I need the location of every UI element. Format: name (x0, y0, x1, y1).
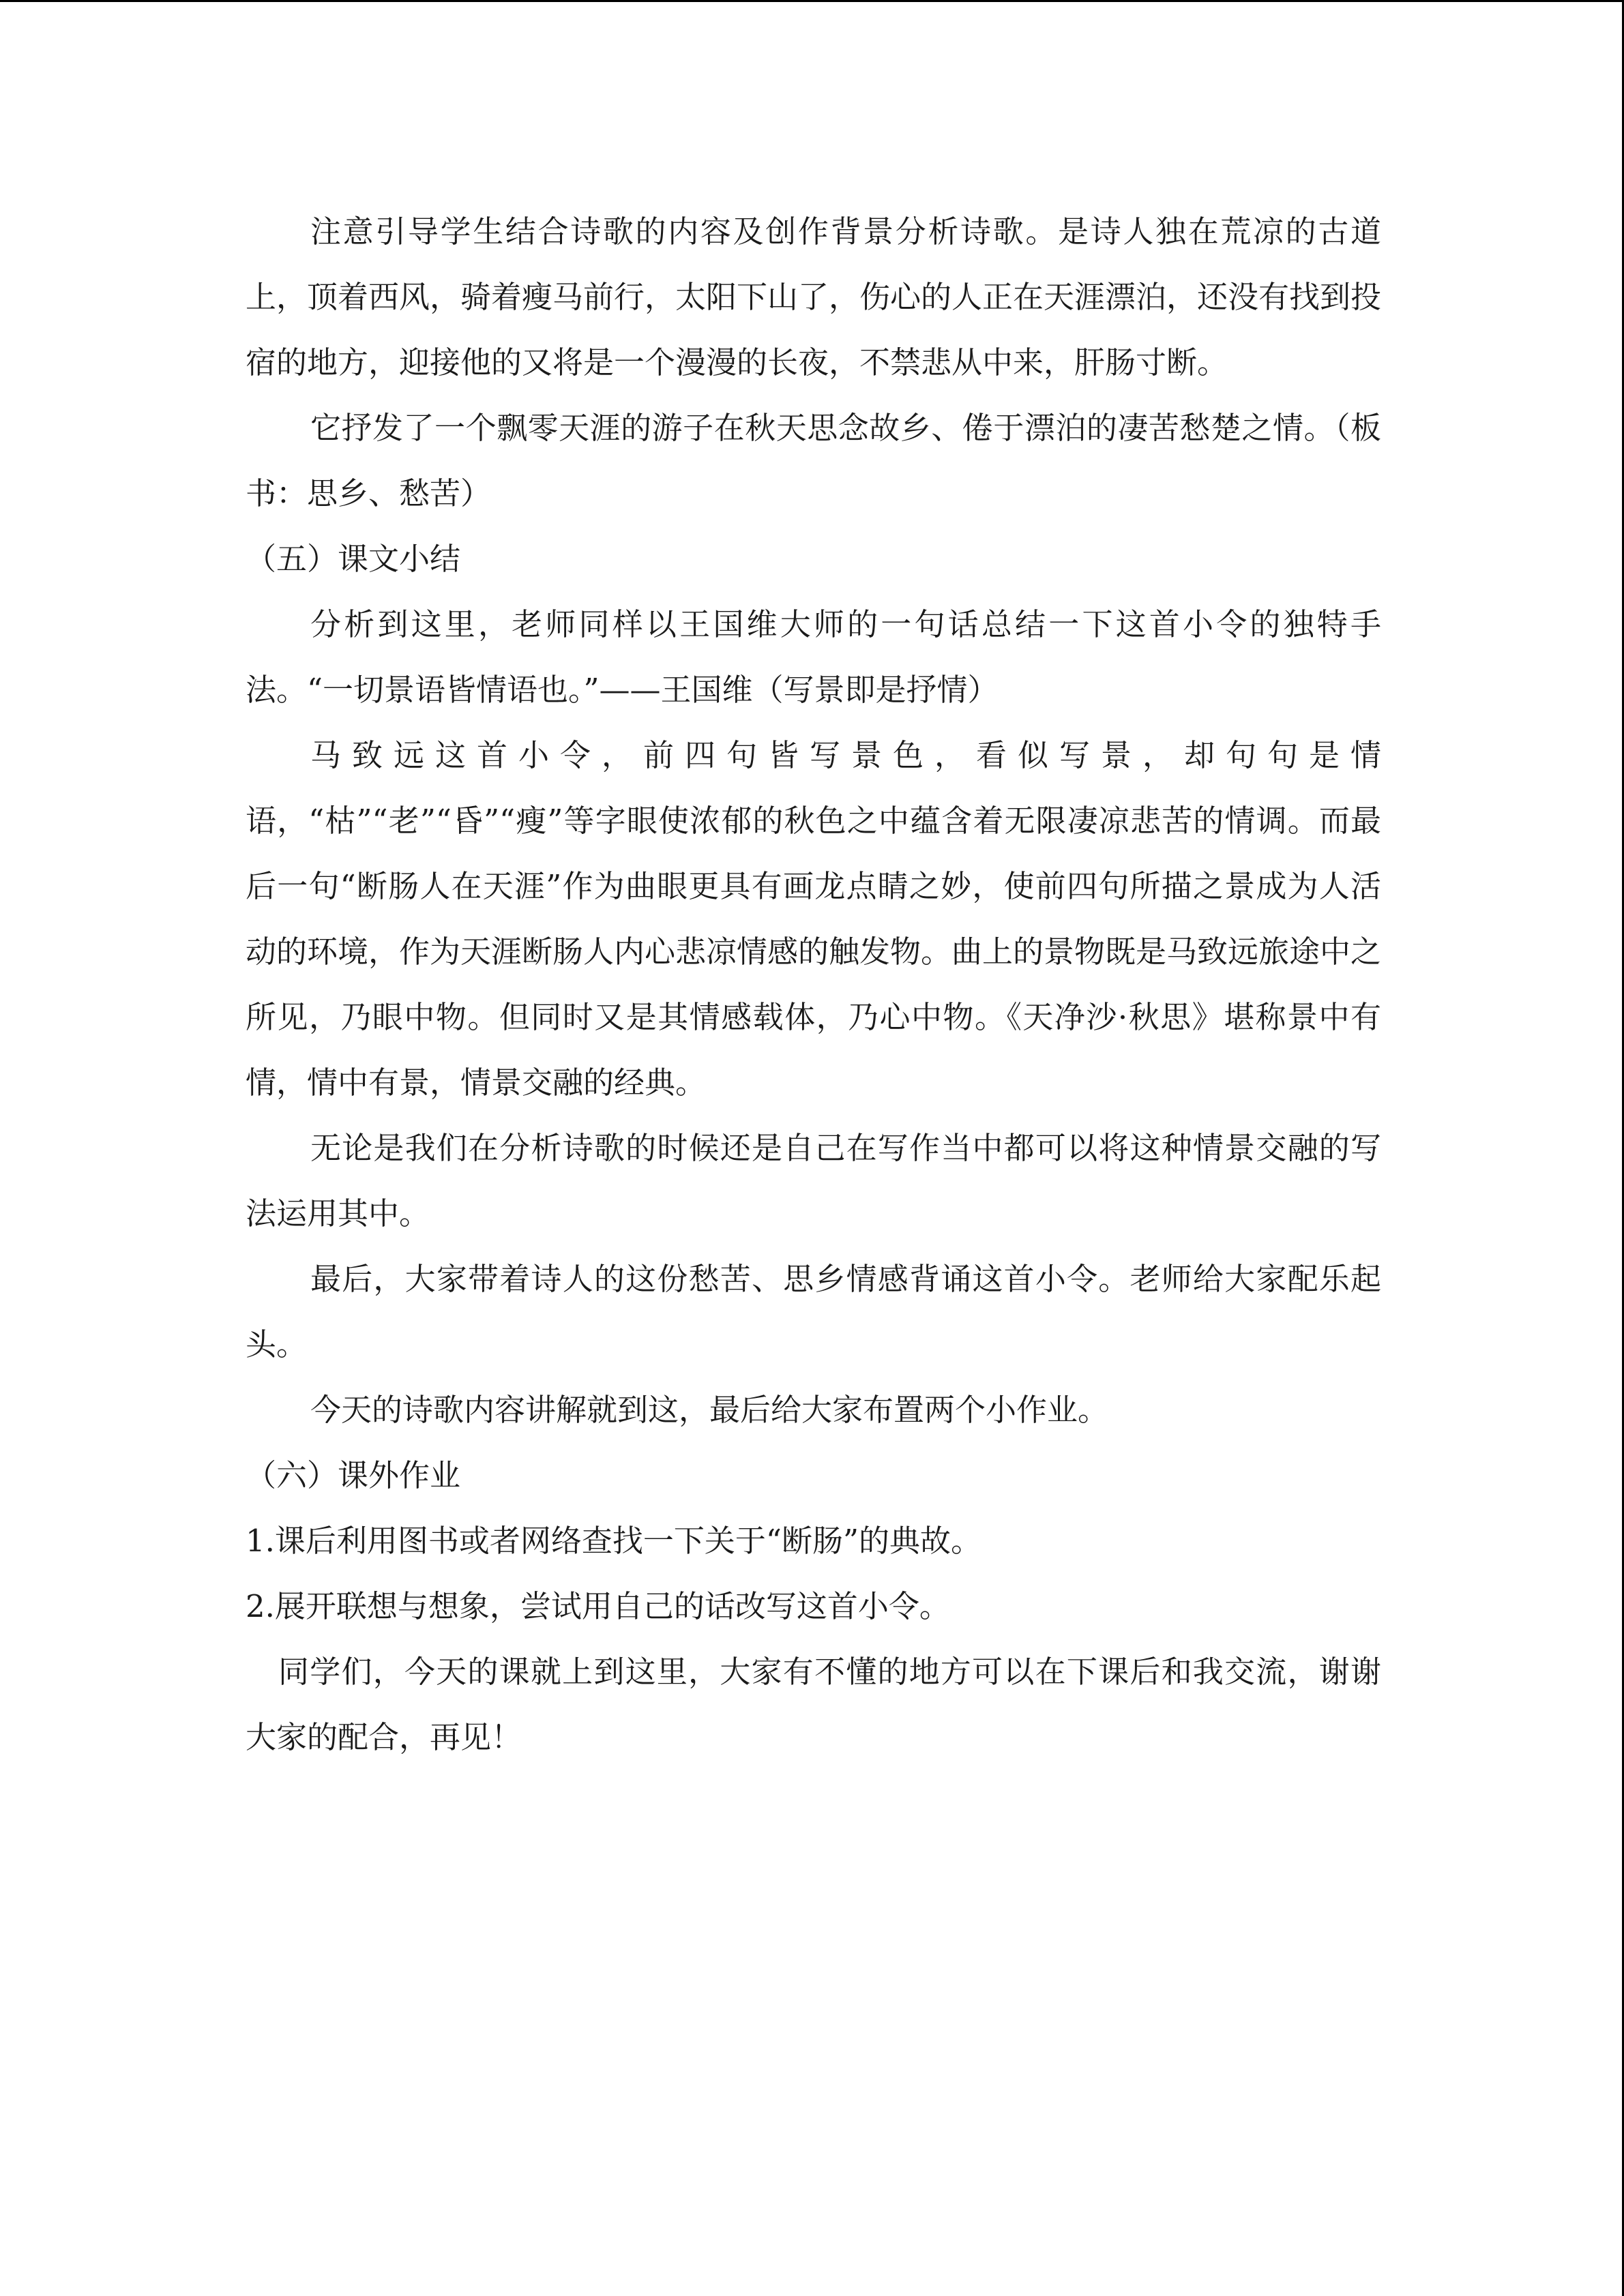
section-heading-lesson-summary: （五）课文小结 (246, 541, 461, 577)
homework-item-1: 1.课后利用图书或者网络查找一下关于“断肠”的典故。 (246, 1523, 981, 1559)
paragraph-ma-zhiyuan-analysis: 马致远这首小令，前四句皆写景色，看似写景，却句句是情语，“枯”“老”“昏”“瘦”等字眼使浓郁的秋色之中蕴含着无限凄凉悲苦的情调。而最后一句“断肠人在天涯”作为曲眼更具有画龙点睛之妙，使前四句所描之景成为人活动的环境，作为天涯断肠人内心悲凉情感的触发物。曲上的景物既是马致远旅途中之所见，乃眼中物。但同时又是其情感载体，乃心中物。《天净沙·秋思》堪称景中有情，情中有景，情景交融的经典。 (246, 737, 1382, 1101)
paragraph-homework-intro: 今天的诗歌内容讲解就到这，最后给大家布置两个小作业。 (310, 1392, 1109, 1428)
section-heading-homework: （六）课外作业 (246, 1457, 461, 1493)
document-body (246, 199, 1381, 1770)
paragraph-emotion-summary: 它抒发了一个飘零天涯的游子在秋天思念故乡、倦于漂泊的凄苦愁楚之情。（板书：思乡、愁苦） (246, 410, 1381, 511)
paragraph-recitation: 最后，大家带着诗人的这份愁苦、思乡情感背诵这首小令。老师给大家配乐起头。 (246, 1261, 1381, 1362)
paragraph-closing: 同学们，今天的课就上到这里，大家有不懂的地方可以在下课后和我交流，谢谢大家的配合，再见！ (246, 1654, 1381, 1755)
paragraph-writing-technique: 无论是我们在分析诗歌的时候还是自己在写作当中都可以将这种情景交融的写法运用其中。 (246, 1130, 1381, 1232)
paragraph-wang-guowei-quote: 分析到这里，老师同样以王国维大师的一句话总结一下这首小令的独特手法。“一切景语皆情语也。”——王国维（写景即是抒情） (246, 606, 1381, 708)
paragraph-poem-analysis: 注意引导学生结合诗歌的内容及创作背景分析诗歌。是诗人独在荒凉的古道上，顶着西风，骑着瘦马前行，太阳下山了，伤心的人正在天涯漂泊，还没有找到投宿的地方，迎接他的又将是一个漫漫的长夜，不禁悲从中来，肝肠寸断。 (246, 213, 1382, 381)
homework-item-2: 2.展开联想与想象，尝试用自己的话改写这首小令。 (246, 1588, 950, 1624)
